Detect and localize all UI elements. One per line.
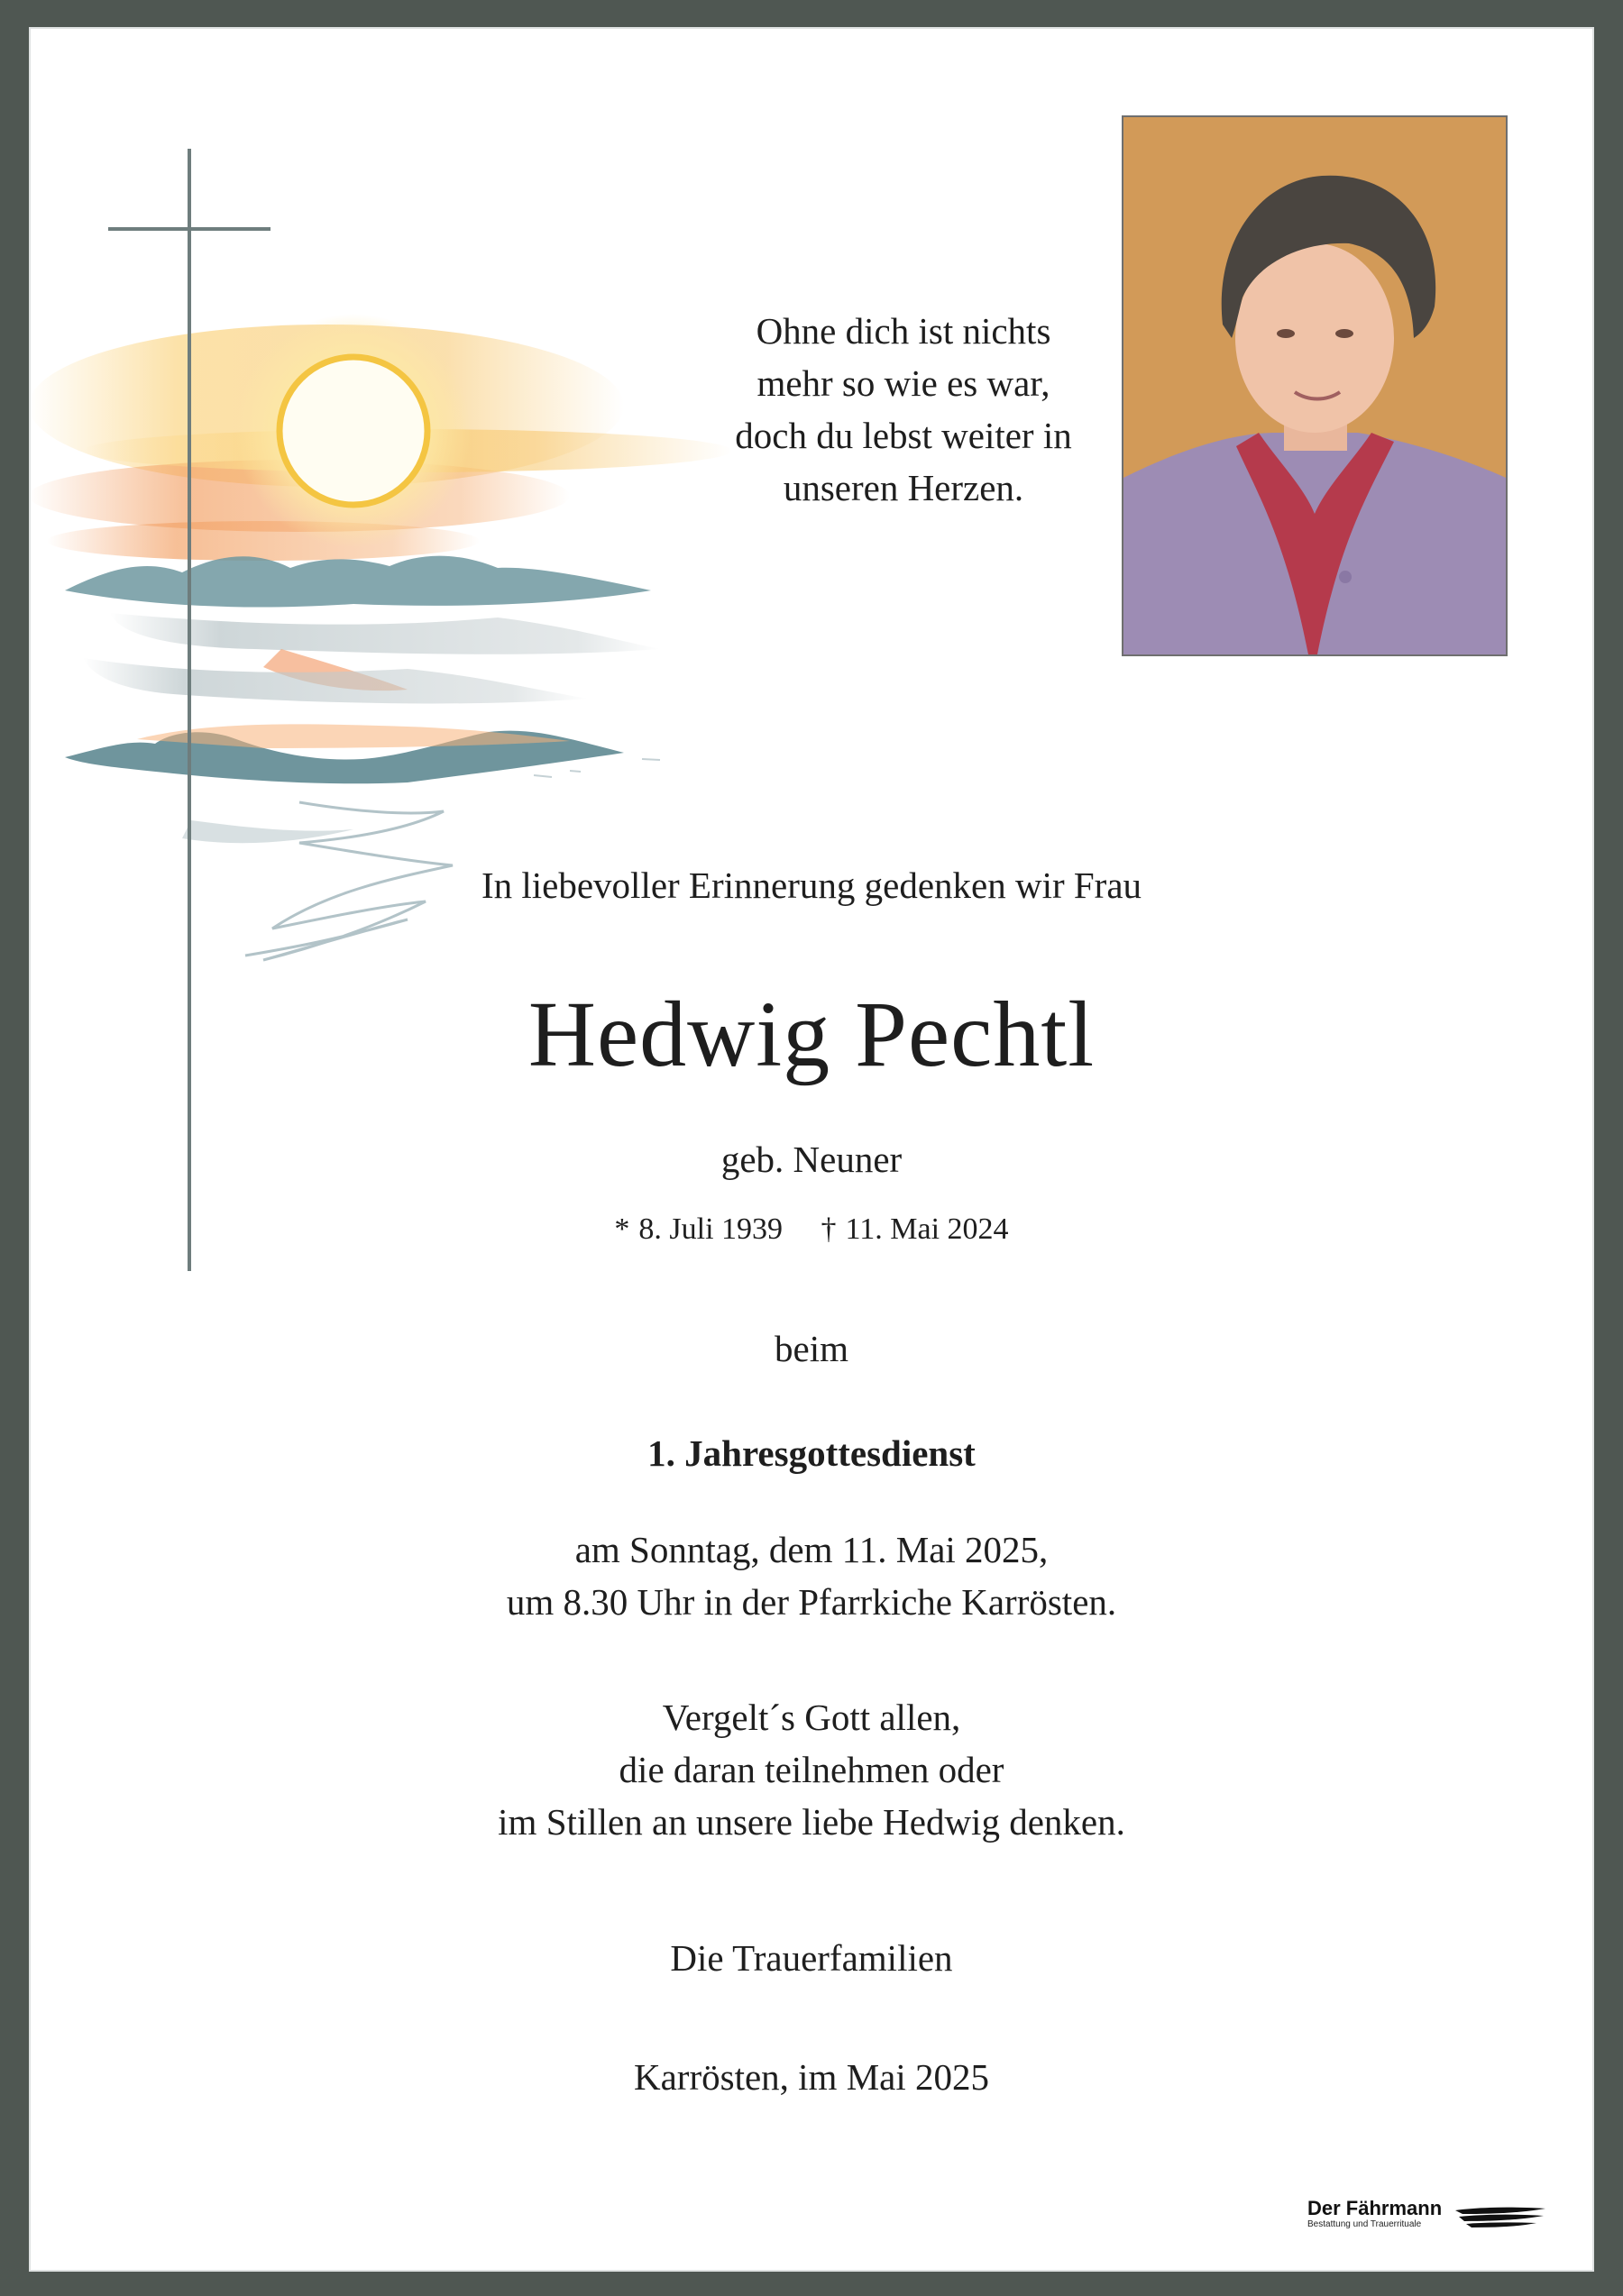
mountains-far — [65, 556, 660, 704]
cross — [108, 149, 270, 1271]
quote-line: unseren Herzen. — [783, 467, 1024, 508]
signature: Die Trauerfamilien — [670, 1937, 953, 1979]
obituary-card — [29, 27, 1594, 2272]
thanks-line: im Stillen an unsere liebe Hedwig denken. — [498, 1801, 1125, 1843]
place-date: Karrösten, im Mai 2025 — [634, 2056, 989, 2098]
brand-tagline: Bestattung und Trauerrituale — [1307, 2219, 1422, 2229]
boat-icon — [1453, 2203, 1547, 2230]
thanks-line: die daran teilnehmen oder — [619, 1749, 1004, 1790]
brand-name: Der Fährmann — [1307, 2197, 1443, 2219]
sunset-cross-artwork — [29, 27, 750, 1307]
portrait-photo — [1122, 115, 1508, 656]
death-date: 11. Mai 2024 — [845, 1212, 1009, 1246]
quote-line: Ohne dich ist nichts — [756, 310, 1051, 352]
sun — [236, 314, 471, 548]
service-details — [29, 1523, 1594, 1628]
thanks-line: Vergelt´s Gott allen, — [662, 1697, 961, 1738]
brand-logo — [1307, 2198, 1442, 2230]
death-symbol: † — [821, 1212, 837, 1246]
service-detail-line: am Sonntag, dem 11. Mai 2025, — [574, 1529, 1049, 1570]
intro-text: In liebevoller Erinnerung gedenken wir Frau — [481, 864, 1142, 906]
mountains-near — [65, 724, 660, 960]
deceased-name: Hedwig Pechtl — [527, 983, 1096, 1086]
birth-date: 8. Juli 1939 — [638, 1212, 784, 1246]
thanks-text — [29, 1691, 1594, 1848]
life-dates — [29, 1212, 1594, 1247]
quote-line: doch du lebst weiter in — [735, 415, 1072, 456]
occasion-prefix: beim — [775, 1328, 848, 1369]
maiden-name: geb. Neuner — [720, 1139, 903, 1180]
birth-symbol: * — [614, 1212, 630, 1246]
service-title: 1. Jahresgottesdienst — [647, 1432, 976, 1474]
quote-line: mehr so wie es war, — [756, 362, 1050, 404]
service-detail-line: um 8.30 Uhr in der Pfarrkiche Karrösten. — [506, 1581, 1117, 1623]
